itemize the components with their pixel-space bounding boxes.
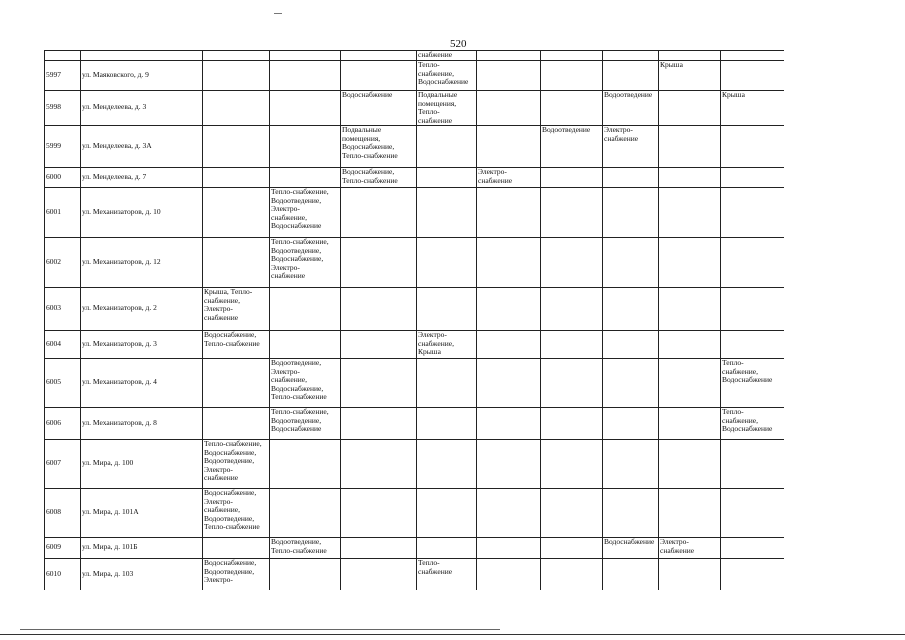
repair-type-cell: Крыша [660,61,683,69]
repair-type-cell: Подвальные помещения, Водоснабжение, Тепло-снабжение [342,126,398,160]
scan-artifact [274,13,282,14]
address-cell: ул. Мира, д. 103 [82,569,134,578]
row-number: 6008 [46,508,61,516]
address-cell: ул. Механизаторов, д. 2 [82,304,157,312]
address-cell: ул. Механизаторов, д. 10 [82,207,161,216]
repair-type-cell: Подвальные помещения, Тепло- снабжение [418,91,458,125]
repair-type-cell: Водоотведение, Тепло-снабжение [271,538,327,555]
address-cell: ул. Маяковского, д. 9 [82,70,149,79]
repair-type-cell: Крыша, Тепло- снабжение, Электро- снабжение [204,288,253,322]
repair-type-cell: Водоснабжение, Электро- снабжение, Водоотведение, Тепло-снабжение [204,489,260,532]
housing-table [44,50,784,590]
address-cell: ул. Менделеева, д. 3 [82,103,147,111]
row-number: 6005 [46,378,61,386]
repair-type-cell: Крыша [722,91,745,99]
repair-type-cell: Водоснабжение [342,91,393,99]
repair-type-cell: Электро- снабжение, Крыша [418,331,454,357]
row-number: 6006 [46,418,61,427]
scan-edge-line [0,634,905,635]
page-number: 520 [450,38,467,50]
row-number: 5997 [46,70,61,79]
row-number: 6007 [46,459,61,467]
row-number: 5999 [46,141,61,150]
repair-type-cell: Тепло- снабжение, Водоснабжение [722,359,773,385]
repair-type-cell: Водоснабжение [604,538,655,546]
address-cell: ул. Механизаторов, д. 3 [82,339,157,348]
address-cell: ул. Механизаторов, д. 4 [82,378,157,386]
repair-type-cell: Водоотведение [604,91,653,99]
row-number: 6010 [46,569,61,578]
row-number: 6001 [46,207,61,216]
repair-type-cell: Водоотведение [542,126,591,134]
address-cell: ул. Мира, д. 101Б [82,543,138,551]
repair-type-cell: Электро- снабжение [660,538,695,555]
repair-type-cell: Электро- снабжение [478,168,513,185]
address-cell: ул. Мира, д. 100 [82,459,134,467]
header-spill-text: снабжение [418,51,453,59]
repair-type-cell: Тепло- снабжение [418,559,453,576]
address-cell: ул. Менделеева, д. 7 [82,172,147,181]
row-number: 6009 [46,543,61,551]
row-number: 6003 [46,304,61,312]
row-number: 6000 [46,172,61,181]
repair-type-cell: Водоснабжение, Водоотведение, Электро- [204,559,257,585]
repair-type-cell: Водоотведение, Электро- снабжение, Водоснабжение, Тепло-снабжение [271,359,327,402]
repair-type-cell: Водоснабжение, Тепло-снабжение [204,331,260,348]
row-number: 5998 [46,103,61,111]
address-cell: ул. Мира, д. 101А [82,508,139,516]
repair-type-cell: Тепло-снабжение, Водоотведение, Водоснабжение, Электро- снабжение [271,238,329,281]
row-number: 6004 [46,339,61,348]
scan-edge-line [20,629,500,630]
row-number: 6002 [46,257,61,266]
repair-type-cell: Тепло-снабжение, Водоотведение, Водоснабжение [271,408,329,434]
repair-type-cell: Тепло-снабжение, Водоснабжение, Водоотведение, Электро- снабжение [204,440,262,483]
repair-type-cell: Тепло- снабжение, Водоснабжение [418,61,469,87]
address-cell: ул. Менделеева, д. 3А [82,141,152,150]
repair-type-cell: Тепло-снабжение, Водоотведение, Электро- снабжение, Водоснабжение [271,188,329,231]
repair-type-cell: Водоснабжение, Тепло-снабжение [342,168,398,185]
address-cell: ул. Механизаторов, д. 8 [82,418,157,427]
repair-type-cell: Электро- снабжение [604,126,639,143]
repair-type-cell: Тепло- снабжение, Водоснабжение [722,408,773,434]
address-cell: ул. Механизаторов, д. 12 [82,257,161,266]
